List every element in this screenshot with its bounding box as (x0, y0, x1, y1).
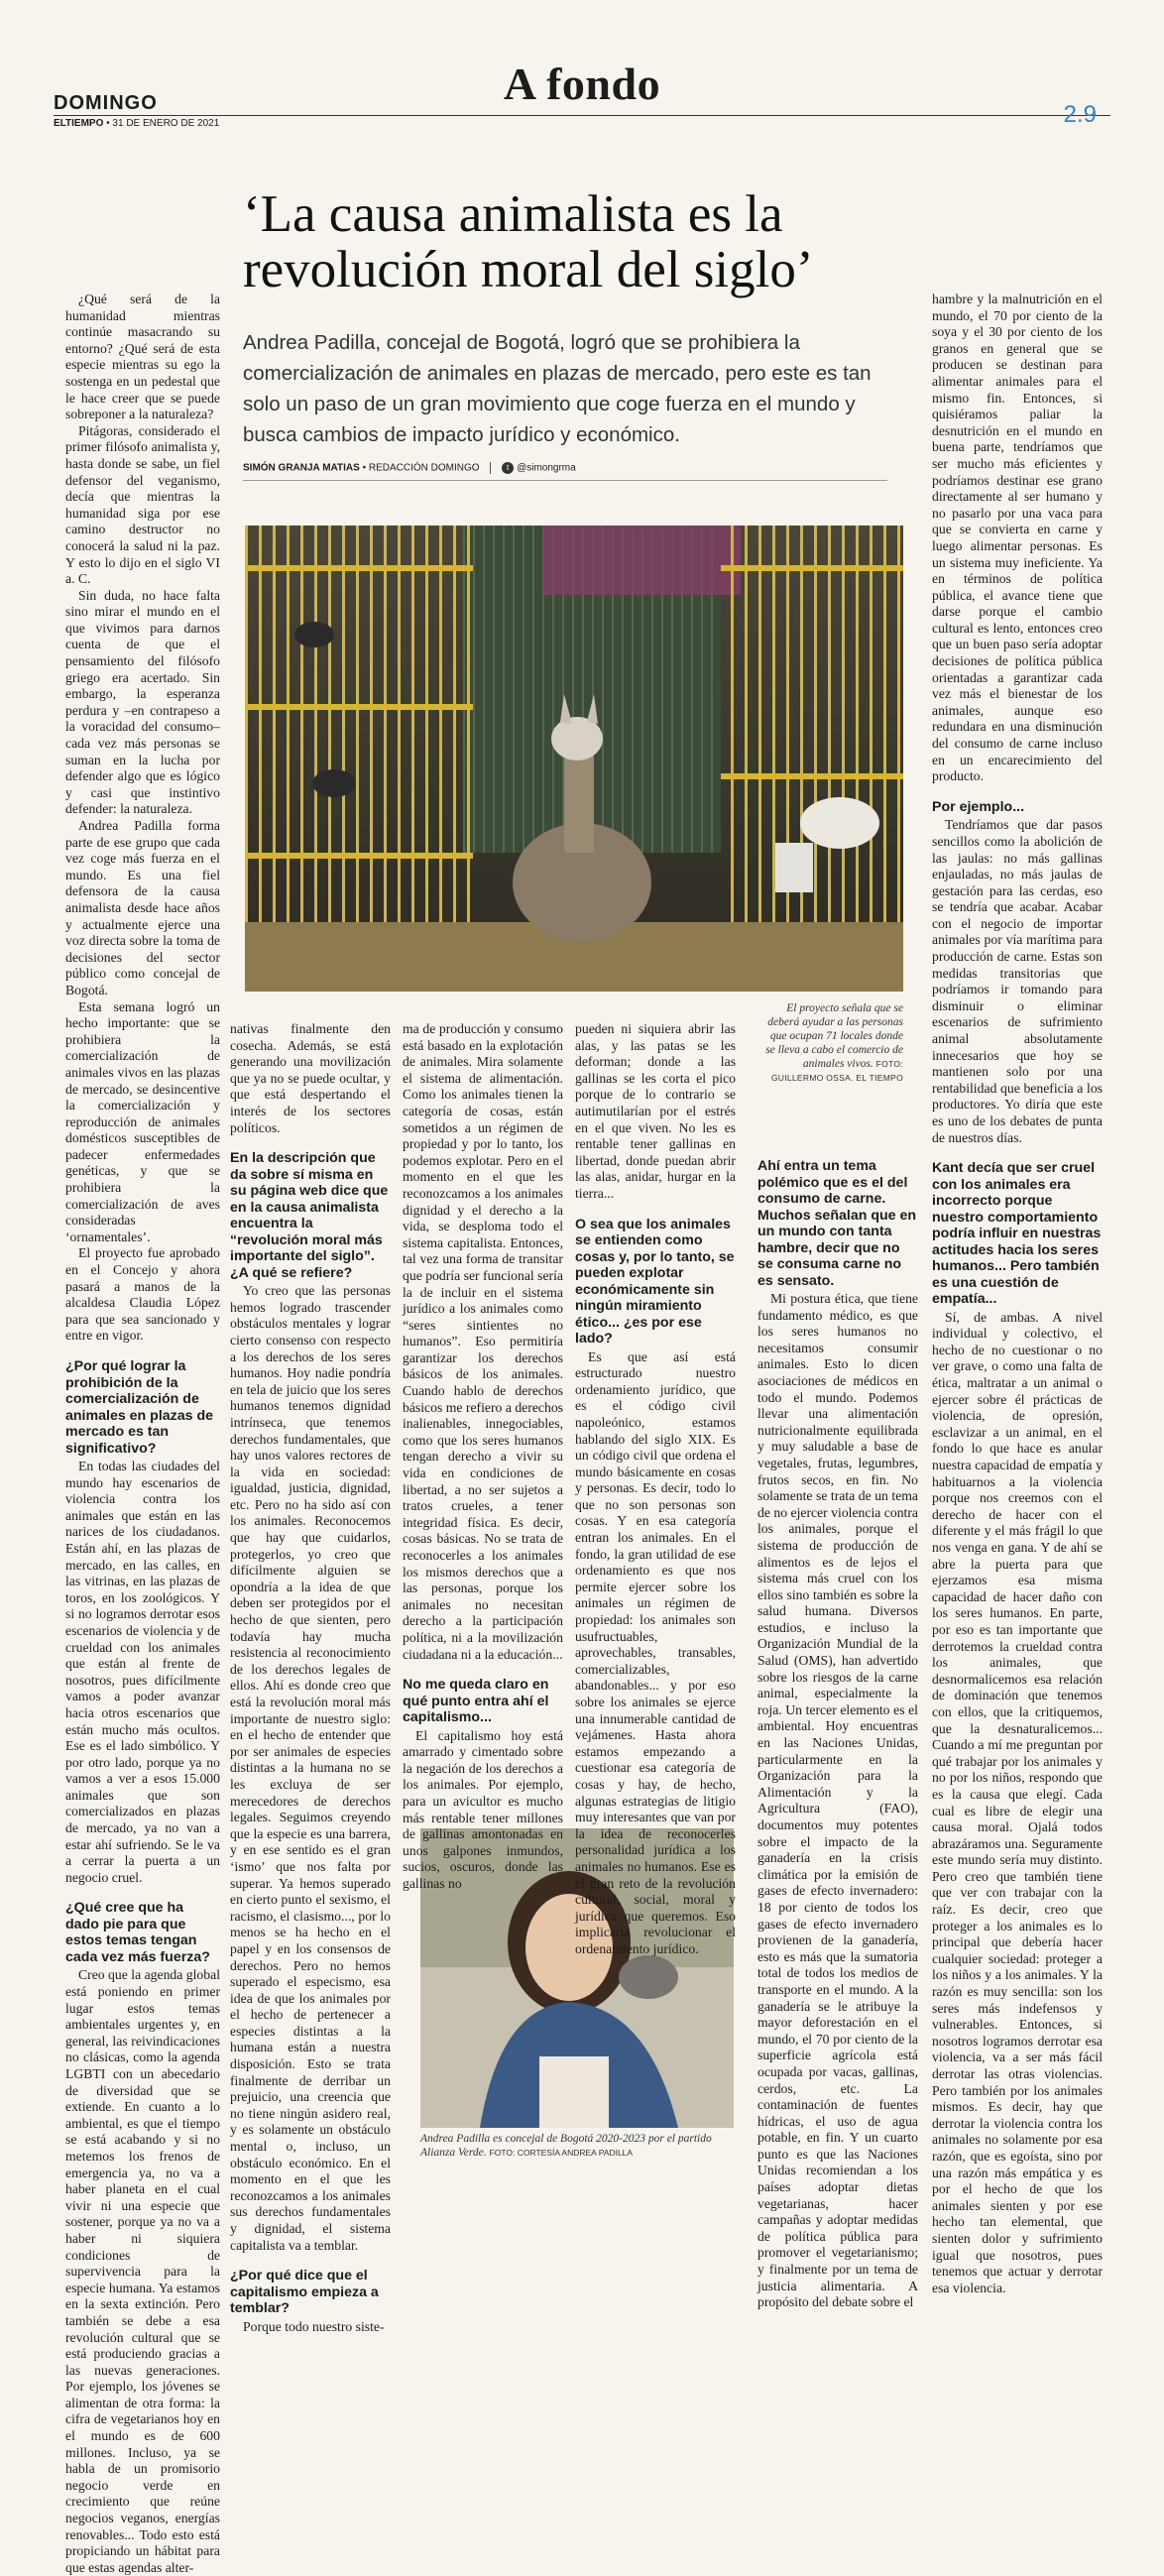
photo2-caption-text: Andrea Padilla es concejal de Bogotá 2020-2023 por el partido Alianza Verde. (420, 2133, 712, 2159)
section-title: A fondo (503, 59, 661, 109)
body-paragraph: ma de producción y consumo está basado en la explotación de animales. Mira solamente el sistema de alimentación. Como los animales tienen la categoría de cosas, están sometidos a un régimen de propiedad y por lo tanto, los podemos explotar. Pero en el momento en el que les reconozcamos a los animales dignidad y el derecho a la vida, se desploma todo el sistema capitalista. Entonces, tal vez una forma de transitar que podría ser funcional sería la de incluir en el sistema jurídico a los animales como “seres sintientes no humanos”. Eso permitiría garantizar los derechos básicos de los animales. Cuando hablo de derechos básicos me refiero a derechos inalienables, innegociables, como que los seres humanos tengan derecho a vivir su vida en condiciones de libertad, a no ser sujetos a tratos crueles, a tener integridad física. Es decir, cosas básicas. No se trata de reconocerles a los animales los mismos derechos que a las personas, porque los animales no necesitan derecho a la participación política, ni a la movilización ciudadana ni a la educación... (403, 1021, 563, 1662)
col3b-paragraphs (403, 1728, 563, 1893)
body-paragraph: hambre y la malnutrición en el mundo, el 70 por ciento de la soya y el 30 por ciento de los granos en general que se producen se destinan para alimentar animales para el mismo fin. Entonces, si quisiéramos paliar la desnutrición en el mundo en buena parte, tendríamos que ser mucho más eficientes y podríamos destinar ese grano directamente al ser humano y no pasarlo por una vaca para que se convierta en carne y luego alimentar personas. Es un sistema muy ineficiente. Ya en términos de política pública, el avance tiene que darse porque el cambio cultural es lento, entonces creo que un buen paso sería adoptar decisiones de política pública orientadas a garantizar cada vez más el bienestar de los animales, aunque eso redundara en una disminución del consumo de carne incluso en un encarecimiento del producto. (932, 292, 1103, 784)
col2c-paragraphs (230, 2319, 391, 2336)
author-name: SIMÓN GRANJA MATIAS (243, 462, 360, 474)
headline: ‘La causa animalista es la revolución moral del siglo’ (243, 185, 814, 298)
market-llama-photo (245, 526, 903, 992)
body-paragraph: Porque todo nuestro siste- (243, 2318, 385, 2334)
question-8: Por ejemplo... (932, 798, 1025, 815)
body-paragraph: Esta semana logró un hecho importante: que se prohibiera la comercialización de animales vivos en las plazas de mercado, se desincentive la comercialización y reproducción de animales domésticos susceptibles de padecer enfermedades genéticas, y que se prohibiera la comercialización de aves consideradas ‘ornamentales’. (65, 998, 220, 1244)
byline (243, 462, 576, 474)
body-paragraph: pueden ni siquiera abrir las alas, y las patas se les deforman; donde a las gallinas se les corta el pico porque de lo contrario se autimutilarían por el estrés en el que viven. No les es rentable tener gallinas en libertad, donde puedan abrir las alas, anidar, hurgar en la tierra... (575, 1021, 736, 1201)
body-column-6 (932, 292, 1103, 2295)
body-paragraph: Creo que la agenda global está poniendo en primer lugar estos temas ambientales urgentes y, en general, las reivindicaciones no clásicas, como la agenda LGBTI con un abecedario de diversidad que se extiende. En cuanto a lo ambiental, es que el tiempo se está acabando y si no metemos los frenos de emergencia ya, no va a haber planeta en el cual vivir ni una especie que sostener, porque ya no va a haber ni siquiera condiciones de supervivencia para la especie humana. Ya estamos en la sexta extinción. Pero también se debe a esa revolución cultural que se está produciendo gracias a las nuevas generaciones. Por ejemplo, los jóvenes se alimentan de otra forma: la cifra de vegetarianos hoy en el mundo es de 600 millones. Incluso, ya se habla de un promisorio negocio verde en crecimiento que reúne negocios veganos, energías renovables... Todo esto está propiciando un hábitat para que estas agendas alter- (65, 1967, 220, 2575)
body-paragraph: El capitalismo hoy está amarrado y cimentado sobre la negación de los derechos a los animales. Por ejemplo, para un avicultor es mucho más rentable tener millones de gallinas amontonadas en unos galpones inmundos, sucios, oscuros, donde las gallinas no (403, 1727, 563, 1891)
col4-paragraphs (575, 1021, 736, 1203)
body-paragraph: Mi postura ética, que tiene fundamento médico, es que los seres humanos no necesitamos consumir animales. Esto lo dicen asociaciones de médicos en todo el mundo. Podemos llevar una alimentación nutricionalmente equilibrada y muy saludable a base de vegetales, frutas, legumbres, frutos secos, en fin. No solamente se trata de un tema de no ejercer violencia contra los animales, porque el sistema de producción de alimentos es de lejos el sistema más cruel con los ellos sino también es sobre la salud humana. Diversos estudios, e incluso la Organización Mundial de la Salud (OMS), han advertido sobre los riesgos de la carne animal, especialmente la roja. Un tercer elemento es el ambiental. Hoy encuentras en las Naciones Unidas, particularmente en la Organización para la Alimentación y la Agricultura (FAO), documentos muy potentes sobre el impacto de la ganadería en la crisis climática por la emisión de gases de efecto invernadero: 18 por ciento de todos los gases de efecto invernadero provienen de la ganadería, esto es más que la sumatoria total de todos los medios de transporte en el mundo. A la ganadería se le atribuye la mayor deforestación en el mundo, el 70 por ciento de la superficie agrícola está ocupada por vacas, gallinas, cerdos, etc. La contaminación de fuentes hídricas, el uso de agua potable, en fin. Y un cuarto punto es que las Naciones Unidas recomiendan a los países adoptar dietas vegetarianas, hacer campañas y adoptar medidas de política pública para promover el vegetarianismo; y finalmente por un tema de justicia alimentaria. A propósito del debate sobre el (757, 1291, 918, 2310)
header-rule (54, 115, 1110, 116)
body-paragraph: Sin duda, no hace falta sino mirar el mundo en el que vivimos para darnos cuenta de que el pensamiento del filósofo griego era acertado. Sin embargo, la esperanza perdura y –en contrapeso a la voracidad del consumo– cada vez más personas se suman en la lucha por defender algo que es lógico y casi que instintivo defender: la naturaleza. (65, 587, 220, 817)
col1b-paragraphs (65, 1459, 220, 1886)
question-3: En la descripción que da sobre sí misma en su página web dice que en la causa animalista encuentra la “revolución moral más importante del siglo”. ¿A qué se refiere? (230, 1150, 389, 1281)
twitter-icon: t (502, 462, 514, 474)
weekday-label: DOMINGO (54, 92, 158, 114)
col2b-paragraphs (230, 1283, 391, 2254)
question-2: ¿Qué cree que ha dado pie para que estos temas tengan cada vez más fuerza? (65, 1900, 210, 1965)
col1c-paragraphs (65, 1967, 220, 2576)
question-7: Ahí entra un tema polémico que es el del consumo de carne. Muchos señalan que en un mundo con tanta hambre, decir que no se consuma carne no es sensato. (757, 1158, 917, 1289)
byline-divider (490, 462, 491, 474)
photo1-caption-text: El proyecto señala que se deberá ayudar a las personas que ocupan 71 locales donde se lleva a cabo el comercio de animales vivos. (765, 1002, 903, 1070)
body-paragraph: Sí, de ambas. A nivel individual y colectivo, el hecho de no cuestionar o no ver grave, o como una falta de ética, maltratar a un animal o ejercer sobre él prácticas de violencia, de opresión, esclavizar a un animal, en el fondo lo que hace es anular nuestra capacidad de empatía y habituarnos a la violencia porque nos creemos con el derecho de hacer con el diferente y el más frágil lo que nos venga en gana. Y de ahí se abre la puerta para que ejerzamos esa misma capacidad de hacer daño con los seres humanos. En parte, por eso es tan importante que derrotemos la crueldad contra los animales, que desnormalicemos esa relación de dominación que tenemos con ellos, que la critiquemos, que la desnaturalicemos... Cuando a mí me preguntan por qué trabajar por los animales y no por los niños, respondo que es la causa que elegí. Cada cual es libre de elegir una causa moral. Ojalá todos abrazáramos una. Seguramente este mundo sería muy distinto. Pero creo que también tiene que ver con trabajar con la raíz. Es decir, creo que proteger a los animales es lo principal que debería hacer cualquier sociedad: proteger a los niños y a los animales. Y la razón es muy sencilla: son los seres más indefensos y vulnerables. Entonces, si nosotros logramos derrotar esa violencia, va a ser más fácil derrotar las otras violencias. Pero también por los animales mismos. Es decir, hay que derrotar la violencia contra los animales no solamente por esa razón, que es egoísta, sino por una razón más empática y es por el hecho de que los animales sienten y por ese hecho tan elemental, que sienten dolor y sufrimiento igual que nosotros, pues tenemos que actuar y derrotar esa violencia. (932, 1309, 1103, 2295)
col6c-paragraphs (932, 1310, 1103, 2297)
question-4: ¿Por qué dice que el capitalismo empieza a temblar? (230, 2268, 379, 2317)
deck: Andrea Padilla, concejal de Bogotá, logró que se prohibiera la comercialización de animales en plazas de mercado, pero este es tan solo un paso de un gran movimiento que coge fuerza en el mundo y busca cambios de impacto jurídico y económico. (243, 331, 872, 446)
desk-name: • REDACCIÓN DOMINGO (362, 462, 480, 474)
body-paragraph: Pitágoras, considerado el primer filósofo animalista y, hasta donde se sabe, un fiel defensor del veganismo, decía que mientras la humanidad siga por ese camino destructor no conocerá la salud ni la paz. Y esto lo dijo en el siglo VI a. C. (65, 422, 220, 587)
paper-name: ELTIEMPO (54, 118, 104, 129)
col6b-paragraphs (932, 817, 1103, 1146)
byline-rule (243, 480, 887, 481)
col6-paragraphs (932, 292, 1103, 785)
photo2-credit: FOTO: CORTESÍA ANDREA PADILLA (489, 2148, 634, 2158)
body-paragraph: Tendríamos que dar pasos sencillos como la abolición de las jaulas: no más gallinas enjauladas, no más jaulas de gestación para las cerdas, eso se tendría que acabar. Acabar con el negocio de importar animales por vía marítima para producción de carne. Estas son medidas transitorias que podríamos ir tomando para disminuir o eliminar escenarios de sufrimiento animal absolutamente innecesarios que hoy se mantienen solo por una rentabilidad que beneficia a los productores. Yo diría que este es uno de los debates de punta de nuestros días. (932, 817, 1103, 1145)
twitter-handle[interactable]: @simongrma (517, 462, 576, 474)
page-number: 2.9 (1063, 101, 1097, 128)
col3-paragraphs (403, 1021, 563, 1663)
photo1-credit: FOTO: GUILLERMO OSSA. EL TIEMPO (770, 1059, 903, 1083)
paper-date (54, 118, 219, 129)
col4b-paragraphs (575, 1349, 736, 1958)
photo1-caption (758, 1001, 903, 1085)
body-paragraph: ¿Qué será de la humanidad mientras continúe masacrando su entorno? ¿Qué será de esta especie mientras su ego la sostenga en un pedestal que le hace creer que se puede sobreponer a la naturaleza? (65, 292, 220, 422)
col5-paragraphs (757, 1291, 918, 2311)
body-paragraph: Yo creo que las personas hemos logrado trascender obstáculos mentales y lograr cierto consenso con respecto a los derechos de los seres humanos. Hoy nadie pondría en tela de juicio que los seres humanos tenemos dignidad intrínseca, que tenemos derechos fundamentales, que hay unos valores rectores de la vida en sociedad: igualdad, justicia, dignidad, etc. Pero no ha sido así con los animales. Reconocemos que hay que cuidarlos, protegerlos, yo creo que difícilmente alguien se opondría a la idea de que deben ser protegidos por el hecho de que sienten, pero todavía hay mucha resistencia al reconocimiento de los derechos legales de ellos. Ahí es donde creo que está la revolución moral más importante de nuestro siglo: en el hecho de entender que por ser animales de especies distintas a la humana no se les excluya de ser merecedores de derechos legales. Seguimos creyendo que la especie es una barrera, y en ese sentido es el gran ‘ismo’ que nos falta por superar. Ya hemos superado en cierto punto el sexismo, el racismo, el clasismo..., por lo menos se ha hecho en el papel y en los consensos de derechos. Pero no hemos superado el especismo, esa idea de que los animales por el hecho de pertenecer a especies distintas a la humana están a nuestra disposición. Esto se trata finalmente de derribar un prejuicio, una creencia que no tiene ningún asidero real, y es solamente un obstáculo mental o, incluso, un obstáculo económico. En el momento en el que les reconozcamos a los animales sus derechos fundamentales y dignidad, el sistema capitalista va a temblar. (230, 1283, 391, 2253)
photo2-caption (420, 2132, 748, 2160)
body-paragraph: El proyecto fue aprobado en el Concejo y ahora pasará a manos de la alcaldesa Claudia López para que sea sancionado y entre en vigor. (65, 1245, 220, 1344)
question-9: Kant decía que ser cruel con los animales era incorrecto porque nuestro comportamiento podría influir en nuestras actitudes hacia los seres humanos... Pero también es una cuestión de empatía... (932, 1160, 1102, 1308)
question-1: ¿Por qué lograr la prohibición de la comercialización de animales en plazas de mercado es tan significativo? (65, 1358, 214, 1457)
body-column-4 (575, 1021, 736, 1956)
col2-paragraphs (230, 1021, 391, 1136)
body-column-5 (757, 1158, 918, 2310)
body-paragraph: Es que así está estructurado nuestro ordenamiento jurídico, que es el código civil napoleónico, estamos hablando del siglo XIX. Es un código civil que ordena el mundo básicamente en cosas y personas. Es decir, todo lo que no son personas son cosas. Y en esa categoría entran los animales. En el fondo, la gran utilidad de ese ordenamiento es que nos permite ejercer sobre los animales un régimen de propiedad: los animales son usufructuables, aprovechables, transables, comercializables, abandonables... y por eso sobre los animales se ejerce una innumerable cantidad de vejámenes. Hasta ahora estamos empezando a cuestionar esa categoría de cosas y hay, de hecho, algunas estrategias de litigio muy interesantes que van por la idea de reconocerles personalidad jurídica a los animales no humanos. Ese es el gran reto de la revolución cultural, social, moral y jurídica que queremos. Eso implicaría revolucionar el ordenamiento jurídico. (575, 1348, 736, 1956)
body-column-1 (65, 292, 220, 2575)
body-paragraph: Andrea Padilla forma parte de ese grupo que cada vez coge más fuerza en el mundo. Es una fiel defensora de la causa animalista desde hace años y actualmente ejerce una voz directa sobre la toma de decisiones del sector público como concejal de Bogotá. (65, 818, 220, 997)
question-5: No me queda claro en qué punto entra ahí el capitalismo... (403, 1677, 549, 1726)
body-paragraph: En todas las ciudades del mundo hay escenarios de violencia contra los animales que están en las narices de los ciudadanos. Están ahí, en las plazas de mercado, en las calles, en las vitrinas, en las plazas de toros, en los zoológicos. Y si no logramos derrotar esos escenarios de violencia y de crueldad con los animales que están al frente de nosotros, pues difícilmente vamos a poder avanzar hacia otros escenarios que están mucho más ocultos. Ese es el lado simbólico. Y por otro lado, porque ya no vamos a ver a esos 15.000 animales que son comercializados en plazas de mercado, ya no van a estar ahí sufriendo. Se le va a cerrar la puerta a un negocio cruel. (65, 1459, 220, 1885)
body-column-2 (230, 1021, 391, 2334)
body-column-3 (403, 1021, 563, 1891)
question-6: O sea que los animales se entienden como cosas y, por lo tanto, se pueden explotar económicamente sin ningún miramiento ético... ¿es por ese lado? (575, 1216, 735, 1347)
body-paragraph: nativas finalmente den cosecha. Además, se está generando una movilización que ya no se puede ocultar, y que está despertando el interés de los sectores políticos. (230, 1021, 391, 1135)
col1-paragraphs (65, 292, 220, 1345)
issue-date: • 31 DE ENERO DE 2021 (106, 118, 220, 129)
